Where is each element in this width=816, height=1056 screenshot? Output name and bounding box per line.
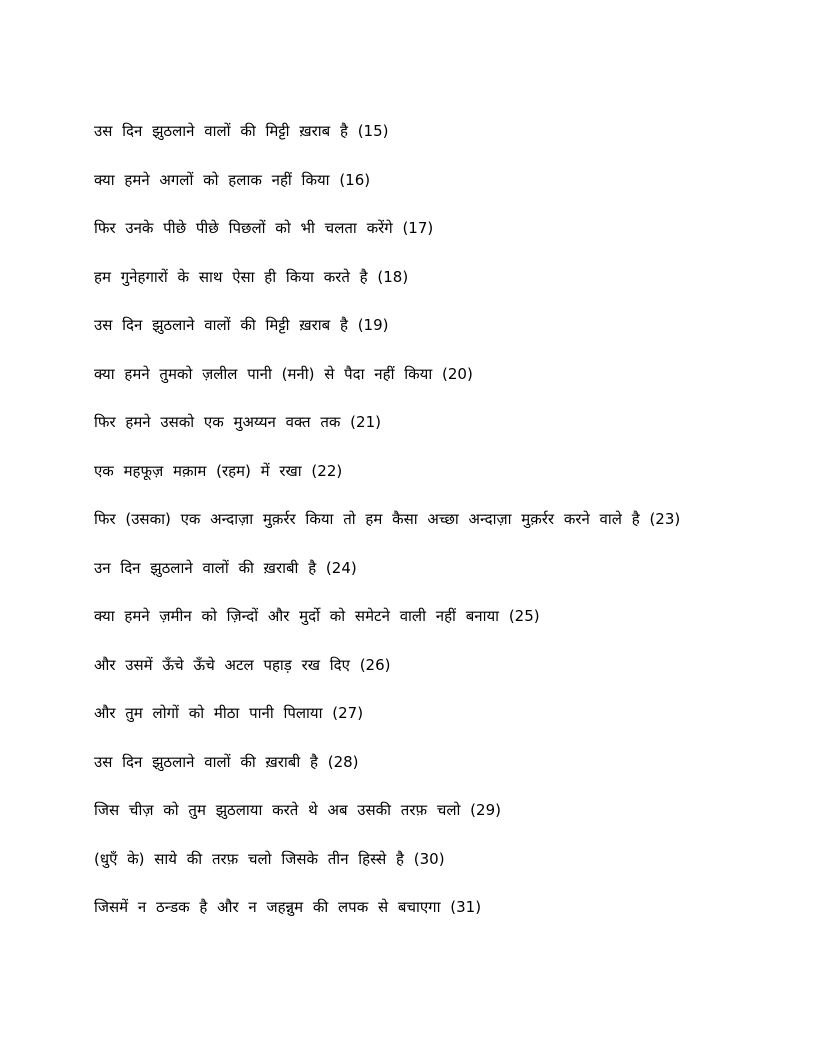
verse-line: क्या हमने ज़मीन को ज़िन्दों और मुर्दो को समेटने वाली नहीं बनाया (25) [94,607,540,625]
verse-line: जिसमें न ठन्डक है और न जहन्नुम की लपक से बचाएगा (31) [94,898,482,916]
verse-line: उस दिन झुठलाने वालों की मिट्टी ख़राब है (15) [94,122,389,140]
verse-line: फिर उनके पीछे पीछे पिछलों को भी चलता करेंगे (17) [94,219,434,237]
verse-line: फिर (उसका) एक अन्दाज़ा मुक़र्रर किया तो हम कैसा अच्छा अन्दाज़ा मुक़र्रर करने वाले है (23) [94,510,681,528]
verse-line: हम गुनेहगारों के साथ ऐसा ही किया करते है (18) [94,267,409,286]
verse-line: उस दिन झुठलाने वालों की ख़राबी है (28) [94,752,359,771]
verse-line: और तुम लोगों को मीठा पानी पिलाया (27) [94,704,364,722]
verse-line: जिस चीज़ को तुम झुठलाया करते थे अब उसकी तरफ़ चलो (29) [94,801,501,819]
verse-line: एक महफूज़ मक़ाम (रहम) में रखा (22) [94,461,343,480]
verse-line: और उसमें ऊँचे ऊँचे अटल पहाड़ रख दिए (26) [94,655,391,674]
verse-list [94,118,794,943]
verse-line: क्या हमने अगलों को हलाक नहीं किया (16) [94,170,371,189]
verse-line: (धुएँ के) साये की तरफ़ चलो जिसके तीन हिस्से है (30) [94,849,445,868]
verse-line: उन दिन झुठलाने वालों की ख़राबी है (24) [94,558,357,577]
verse-line: उस दिन झुठलाने वालों की मिट्टी ख़राब है (19) [94,316,389,334]
verse-line: फिर हमने उसको एक मुअय्यन वक्त तक (21) [94,413,381,431]
verse-line: क्या हमने तुमको ज़लील पानी (मनी) से पैदा नहीं किया (20) [94,364,473,383]
